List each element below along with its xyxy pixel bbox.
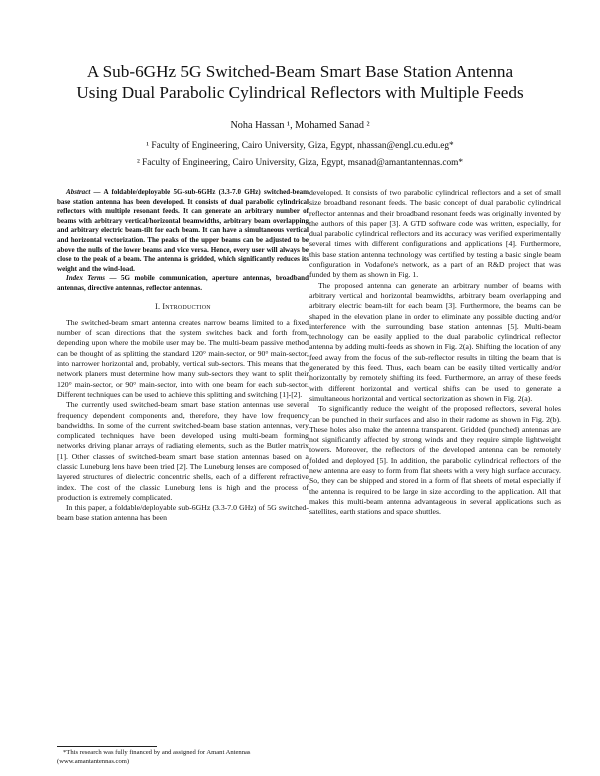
left-column (57, 188, 309, 524)
footnote-text: *This research was fully financed by and assigned for Amant Antennas (www.amantantennas.com) (57, 749, 251, 765)
index-terms-label: Index Terms — (66, 274, 117, 283)
author-list: Noha Hassan ¹, Mohamed Sanad ² (230, 120, 370, 131)
intro-paragraph-3: In this paper, a foldable/deployable sub-6GHz (3.3-7.0 GHz) of 5G switched-beam base station antenna has been (57, 503, 309, 523)
body-paragraph-2: The proposed antenna can generate an arbitrary number of beams with arbitrary vertical and horizontal beamwidths, arbitrary beam overlapping and arbitrary electric beam-tilt for each beam [3]. Furthermore, the beams can be shaped in the elevation plane in order to eliminate any possible ducting and/or interference with the surrounding base station antennas [5]. Multi-beam technology can be easily applied to the dual parabolic cylindrical reflector antenna by adding multi-feeds as shown in Fig. 2(a). Shifting the location of any feed away from the focus of the sub-reflector results in tilting the beam that is generated by this feed. Thus, each beam can be easily tilted vertically and/or horizontally by remotely shifting its feed. Furthermore, an array of these feeds with different horizontal and vertical shifts can be used to generate a simultaneous horizontal and vertical sectorization as shown in Fig. 2(a). (309, 280, 561, 403)
title-line-2: Using Dual Parabolic Cylindrical Reflectors with Multiple Feeds (76, 83, 524, 102)
index-terms-text: 5G mobile communication, aperture antennas, broadband antennas, directive antennas, reflector antennas. (57, 274, 309, 292)
right-column (309, 188, 561, 518)
intro-paragraph-1: The switched-beam smart antenna creates narrow beams limited to a fixed number of scan directions that the system switches back and forth from, depending upon where the mobile user may be. The multi-beam passive method can be thought of as splitting the standard 120° main-sector, or 90° main-sector, into narrower horizontal and, probably, vertical sub-sectors. This means that the network planers must determine how many sub-sectors they want to split their 120° main-sector, or 90° main-sector, into with one beam for each sub-sector. Different techniques can be used to achieve this splitting and switching [1]-[2]. (57, 317, 309, 399)
affiliation-1: ¹ Faculty of Engineering, Cairo University, Giza, Egypt, nhassan@engl.cu.edu.eg* (146, 141, 454, 151)
paper-title (40, 61, 560, 103)
body-paragraph-3: To significantly reduce the weight of the proposed reflectors, several holes can be punched in their surfaces and also in their radome as shown in Fig. 2(b). These holes also make the antenna transparent. Gridded (punched) antennas are not significantly affected by strong winds and they require simple lightweight towers. Moreover, the reflectors of the developed antenna can be remotely folded and deployed [5]. In addition, the parabolic cylindrical reflectors of the new antenna are easy to form from flat sheets with a very high surface accuracy. So, they can be shipped and stored in a form of flat sheets of metal especially if the antenna is required to be large in size according to the application. All that makes this multi-beam antenna advantageous in several applications such as satellites, earth stations and space shuttles. (309, 404, 561, 517)
intro-paragraph-2: The currently used switched-beam smart base station antennas use several frequency dependent components and, therefore, they have low frequency bandwidths. In some of the current switched-beam base station antennas, very complicated techniques have been developed using multi-beam forming networks driving planar arrays of radiating elements, such as the Butler matrix [1]. Other classes of switched-beam smart base station antennas based on a classic Luneburg lens have been tried [2]. The Luneburg lenses are composed of layered structures of dielectric concentric shells, each of a different refractive index. The cost of the classic Luneburg lens is high and the process of production is extremely complicated. (57, 400, 309, 502)
index-terms (57, 274, 309, 293)
section-heading-introduction: I. Introduction (155, 301, 211, 311)
body-paragraph-1: developed. It consists of two parabolic cylindrical reflectors and a set of small size broadband resonant feeds. The basic concept of dual parabolic cylindrical reflector antennas and their broadband resonant feeds was originally invented by the authors of this paper [3]. A GTD software code was written, especially, for dual parabolic cylindrical reflectors and its accuracy was verified experimentally several times with different configurations and applications [4]. Furthermore, this base station antenna technology was certified by testing a basic single beam configuration in Vodafone's network, as a part of an R&D project that was funded by them as shown in Fig. 1. (309, 188, 561, 280)
footnote-rule (57, 746, 157, 747)
abstract-text: A foldable/deployable 5G-sub-6GHz (3.3-7.0 GHz) switched-beam base station antenna has been developed. It consists of dual parabolic cylindrical reflectors with multiple resonant feeds. It can generate an arbitrary number of beams with arbitrary vertical/horizontal beamwidths, arbitrary beam overlapping and arbitrary electric beam-tilt for each beam. It can have a simultaneous vertical and horizontal vectorization. The peaks of the upper beams can be adjusted to be above the nulls of the lower beams and vice versa. Hence, every user will always be close to the peak of a beam. The antenna is gridded, which significantly reduces its weight and the wind-load. (57, 188, 309, 273)
abstract (57, 188, 309, 274)
affiliation-2: ² Faculty of Engineering, Cairo University, Giza, Egypt, msanad@amantantennas.com* (137, 158, 463, 168)
abstract-label: Abstract — (66, 188, 101, 196)
footnote (57, 746, 309, 766)
title-line-1: A Sub-6GHz 5G Switched-Beam Smart Base Station Antenna (86, 62, 514, 81)
